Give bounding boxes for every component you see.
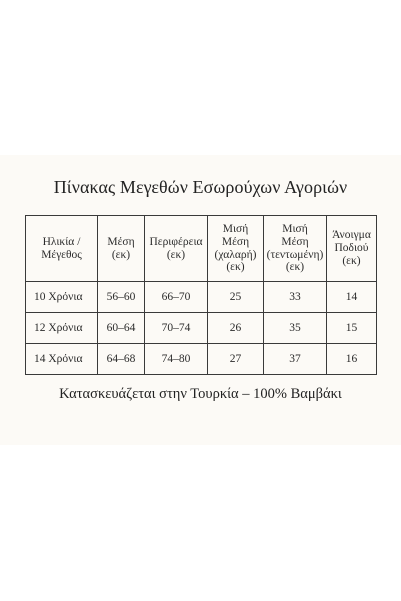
header-circumference: Περιφέρεια (εκ) xyxy=(145,216,208,282)
table-header-row xyxy=(26,216,377,282)
table-cell-half-waist-relaxed: 25 xyxy=(208,282,264,313)
header-waist: Μέση (εκ) xyxy=(98,216,145,282)
header-leg-opening: Άνοιγμα Ποδιού (εκ) xyxy=(327,216,377,282)
table-cell-waist: 64–68 xyxy=(98,344,145,375)
table-cell-age: 12 Χρόνια xyxy=(26,313,98,344)
table-cell-half-waist-relaxed: 26 xyxy=(208,313,264,344)
table-row xyxy=(26,282,377,313)
table-cell-leg-opening: 16 xyxy=(327,344,377,375)
table-cell-half-waist-stretched: 37 xyxy=(264,344,327,375)
table-cell-circumference: 66–70 xyxy=(145,282,208,313)
header-half-waist-relaxed: Μισή Μέση (χαλαρή) (εκ) xyxy=(208,216,264,282)
header-age-size: Ηλικία / Μέγεθος xyxy=(26,216,98,282)
table-cell-half-waist-stretched: 35 xyxy=(264,313,327,344)
table-cell-circumference: 74–80 xyxy=(145,344,208,375)
table-row xyxy=(26,313,377,344)
header-half-waist-stretched: Μισή Μέση (τεντωμένη) (εκ) xyxy=(264,216,327,282)
table-cell-age: 14 Χρόνια xyxy=(26,344,98,375)
table-row xyxy=(26,344,377,375)
origin-material-note: Κατασκευάζεται στην Τουρκία – 100% Βαμβάκι xyxy=(59,386,342,402)
table-cell-leg-opening: 15 xyxy=(327,313,377,344)
table-cell-circumference: 70–74 xyxy=(145,313,208,344)
table-cell-leg-opening: 14 xyxy=(327,282,377,313)
table-cell-waist: 56–60 xyxy=(98,282,145,313)
table-cell-age: 10 Χρόνια xyxy=(26,282,98,313)
size-table xyxy=(25,215,377,375)
table-cell-waist: 60–64 xyxy=(98,313,145,344)
size-chart-title: Πίνακας Μεγεθών Εσωρούχων Αγοριών xyxy=(53,177,348,197)
table-cell-half-waist-relaxed: 27 xyxy=(208,344,264,375)
table-cell-half-waist-stretched: 33 xyxy=(264,282,327,313)
